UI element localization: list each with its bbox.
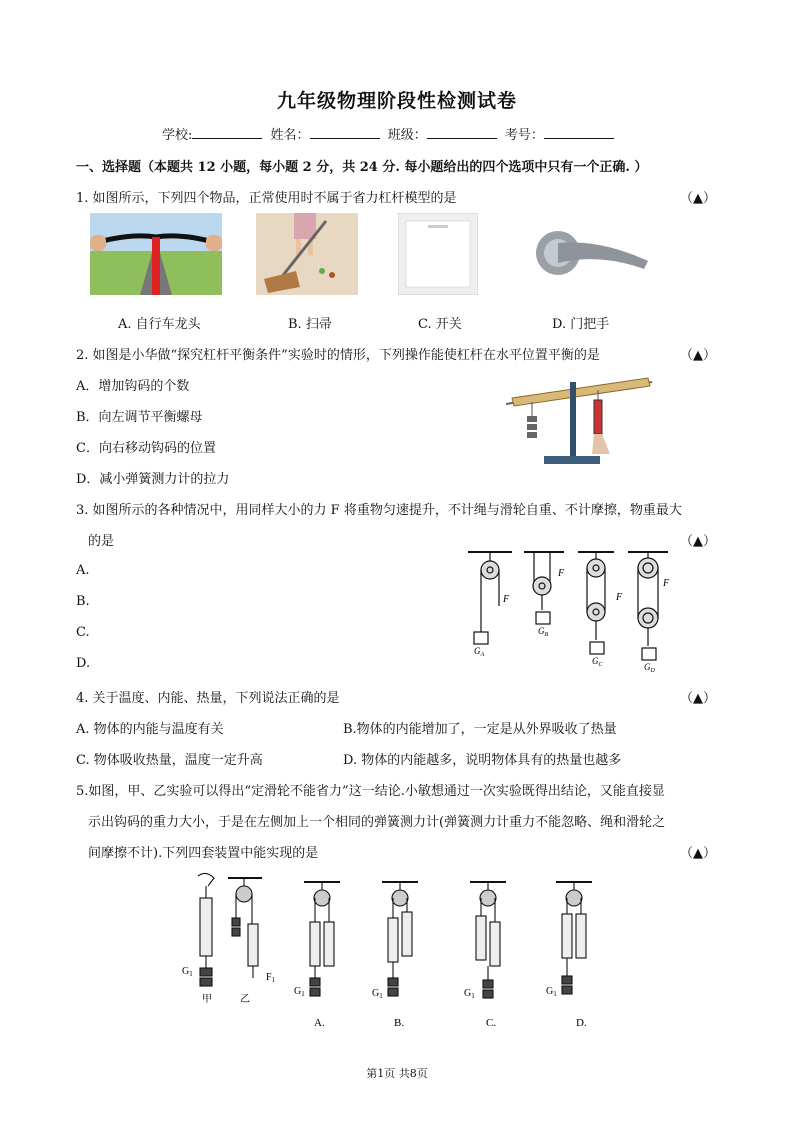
q3-force-label-d: F <box>663 578 670 589</box>
q4-option-b[interactable]: B.物体的内能增加了，一定是从外界吸收了热量 <box>343 722 617 737</box>
q3-weight-label-c: $G_C$ <box>592 656 603 668</box>
q5-label-yi: 乙 <box>240 994 250 1005</box>
q1-option-a[interactable]: A. 自行车龙头 <box>118 317 201 332</box>
spring-scale-pulley-figure <box>176 872 616 1032</box>
page-footer: 第1页 共8页 <box>366 1067 428 1080</box>
q5-stem-line1: 5.如图，甲、乙实验可以得出“定滑轮不能省力”这一结论.小敏想通过一次实验既得出结论，又能直接显 <box>76 784 665 799</box>
q5-label-g1-a: $G_1$ <box>294 986 305 998</box>
broom-image <box>256 213 358 295</box>
page-title: 九年级物理阶段性检测试卷 <box>276 90 517 112</box>
q3-weight-label-a: $G_A$ <box>474 646 485 658</box>
q5-option-a[interactable]: A. <box>314 1017 325 1029</box>
q1-option-d[interactable]: D. 门把手 <box>552 317 610 332</box>
exam-no-label: 考号： <box>504 128 544 143</box>
school-label: 学校: <box>162 128 193 143</box>
q3-weight-label-b: $G_B$ <box>538 626 549 638</box>
lever-apparatus-figure <box>500 372 658 468</box>
switch-image <box>398 213 478 295</box>
q2-stem: 2. 如图是小华做“探究杠杆平衡条件”实验时的情形，下列操作能使杠杆在水平位置平衡的是 <box>76 348 600 363</box>
q3-force-label-c: F <box>616 592 623 603</box>
q3-option-a[interactable]: A. <box>76 563 90 578</box>
q1-option-c[interactable]: C. 开关 <box>418 317 462 332</box>
q4-option-a[interactable]: A. 物体的内能与温度有关 <box>76 722 224 737</box>
door-handle-image <box>530 213 652 295</box>
q1-stem: 1. 如图所示，下列四个物品，正常使用时不属于省力杠杆模型的是 <box>76 191 457 206</box>
q1-answer-mark: （▲） <box>680 191 716 206</box>
school-blank[interactable] <box>192 126 262 139</box>
q3-weight-label-d: $G_D$ <box>644 662 655 674</box>
q5-option-c[interactable]: C. <box>486 1017 497 1029</box>
pulley-systems-figure <box>462 548 674 674</box>
q5-label-g1-c: $G_1$ <box>464 988 475 1000</box>
class-blank[interactable] <box>427 126 497 139</box>
q5-stem-line2: 示出钩码的重力大小，于是在左侧加上一个相同的弹簧测力计(弹簧测力计重力不能忽略、绳和滑轮之 <box>88 815 666 830</box>
exam-no-blank[interactable] <box>544 126 614 139</box>
q2-option-d[interactable]: D．减小弹簧测力计的拉力 <box>76 472 230 487</box>
q5-label-g1-jia: $G_1$ <box>182 966 193 978</box>
class-label: 班级： <box>387 128 427 143</box>
q3-force-label-b: F <box>558 568 565 579</box>
q3-option-d[interactable]: D. <box>76 656 91 671</box>
q5-label-g1-d: $G_1$ <box>546 986 557 998</box>
q3-option-b[interactable]: B. <box>76 594 90 609</box>
q5-option-d[interactable]: D. <box>576 1017 587 1029</box>
q5-label-f1: $F_1$ <box>266 972 276 984</box>
q2-option-c[interactable]: C．向右移动钩码的位置 <box>76 441 216 456</box>
q2-answer-mark: （▲） <box>680 348 716 363</box>
q5-answer-mark: （▲） <box>680 846 716 861</box>
student-info-line <box>162 124 618 143</box>
q5-label-g1-b: $G_1$ <box>372 988 383 1000</box>
q3-force-label-a: F <box>503 594 510 605</box>
q3-answer-mark: （▲） <box>680 534 716 549</box>
q5-stem-line3: 间摩擦不计).下列四套装置中能实现的是 <box>88 846 319 861</box>
q3-stem-line1: 3. 如图所示的各种情况中，用同样大小的力 F 将重物匀速提升，不计绳与滑轮自重、不计摩擦，物重最大 <box>76 503 682 518</box>
name-label: 姓名： <box>270 128 310 143</box>
q2-option-b[interactable]: B．向左调节平衡螺母 <box>76 410 203 425</box>
q5-label-jia: 甲 <box>202 994 212 1005</box>
q4-answer-mark: （▲） <box>680 691 716 706</box>
q4-stem: 4. 关于温度、内能、热量，下列说法正确的是 <box>76 691 340 706</box>
bicycle-handlebar-image <box>90 213 222 295</box>
q3-option-c[interactable]: C. <box>76 625 90 640</box>
q2-option-a[interactable]: A．增加钩码的个数 <box>76 379 190 394</box>
q4-option-c[interactable]: C. 物体吸收热量，温度一定升高 <box>76 753 263 768</box>
q1-option-b[interactable]: B. 扫帚 <box>288 317 332 332</box>
q3-stem-line2: 的是 <box>88 534 115 549</box>
name-blank[interactable] <box>310 126 380 139</box>
q5-option-b[interactable]: B. <box>394 1017 405 1029</box>
q4-option-d[interactable]: D. 物体的内能越多，说明物体具有的热量也越多 <box>343 753 622 768</box>
section-heading: 一、选择题（本题共 12 小题，每小题 2 分，共 24 分. 每小题给出的四个选项中只有一个正确. ） <box>76 160 648 175</box>
